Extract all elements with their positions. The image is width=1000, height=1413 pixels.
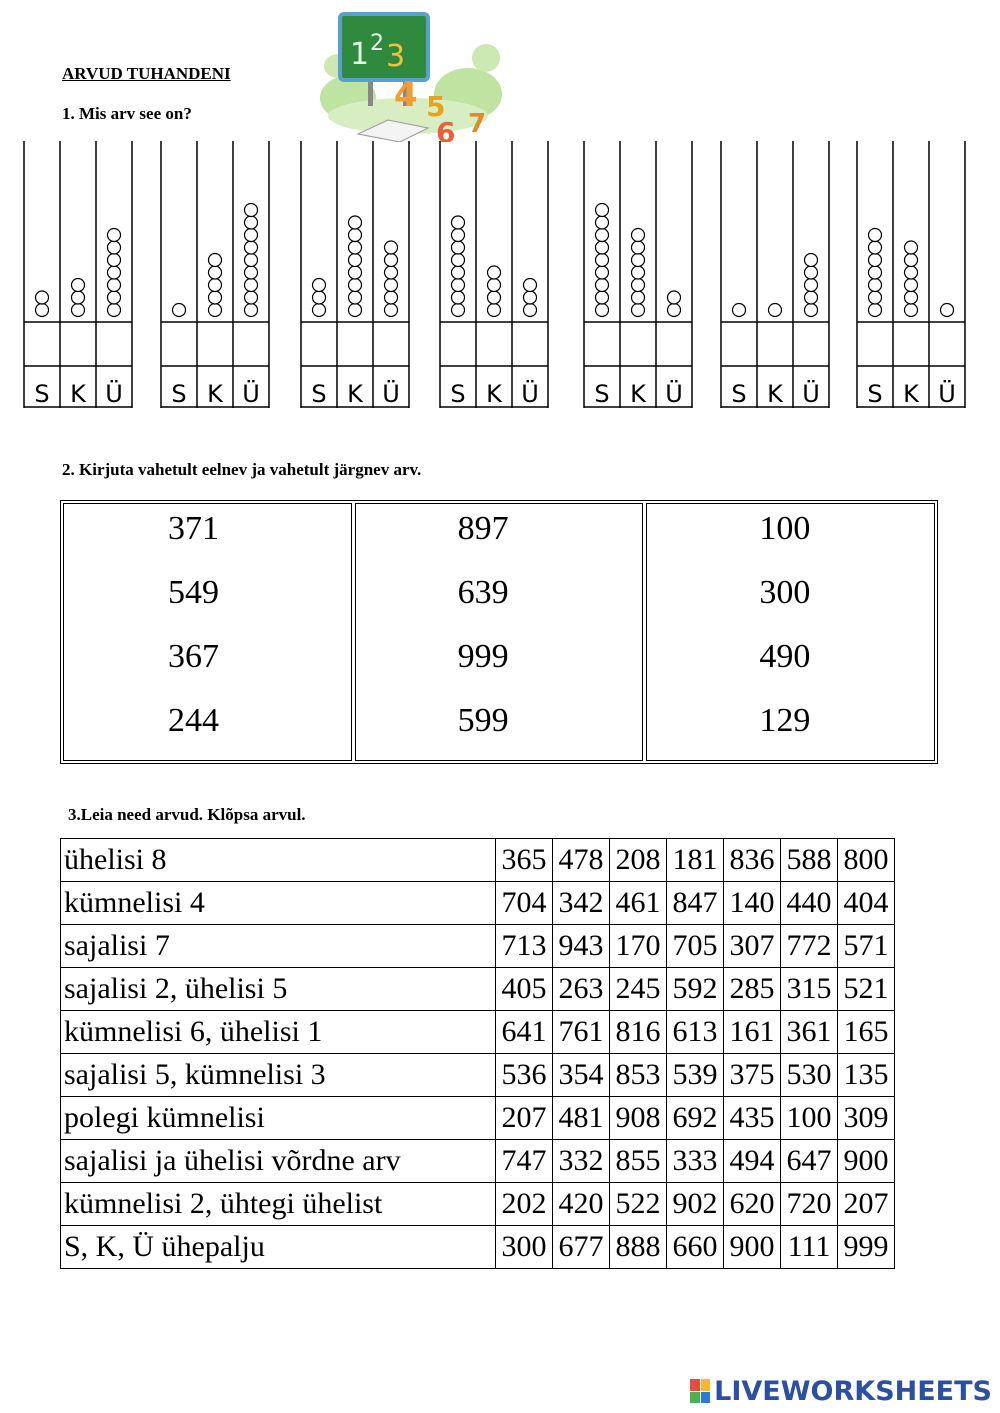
number-choice[interactable]: 902 xyxy=(667,1183,724,1226)
tens-bead xyxy=(905,291,918,304)
tens-bead xyxy=(349,304,362,317)
table-row xyxy=(61,968,895,1011)
ones-bead xyxy=(108,304,121,317)
number-choice[interactable]: 836 xyxy=(724,839,781,882)
number-choice[interactable]: 613 xyxy=(667,1011,724,1054)
row-criterion: kümnelisi 4 xyxy=(61,882,496,925)
number-choice[interactable]: 309 xyxy=(838,1097,895,1140)
number-choice[interactable]: 307 xyxy=(724,925,781,968)
tens-bead xyxy=(209,279,222,292)
liveworksheets-logo-icon xyxy=(690,1379,710,1403)
number-choice[interactable]: 677 xyxy=(553,1226,610,1269)
find-numbers-table xyxy=(60,838,895,1269)
table-row xyxy=(61,882,895,925)
row-criterion: sajalisi 7 xyxy=(61,925,496,968)
neighbor-number: 244 xyxy=(168,702,219,739)
number-choice[interactable]: 207 xyxy=(838,1183,895,1226)
ones-bead xyxy=(385,241,398,254)
illustration-digit-5: 5 xyxy=(426,90,446,123)
hundreds-bead xyxy=(596,279,609,292)
number-choice[interactable]: 202 xyxy=(496,1183,553,1226)
hundreds-bead xyxy=(452,266,465,279)
tens-bead xyxy=(905,254,918,267)
hundreds-bead xyxy=(36,304,49,317)
number-choice[interactable]: 111 xyxy=(781,1226,838,1269)
number-choice[interactable]: 481 xyxy=(553,1097,610,1140)
ones-bead xyxy=(524,304,537,317)
number-choice[interactable]: 660 xyxy=(667,1226,724,1269)
place-label: K xyxy=(903,380,919,408)
abacus xyxy=(856,141,966,408)
abacus xyxy=(439,141,549,408)
place-label: K xyxy=(486,380,502,408)
neighbor-number: 599 xyxy=(457,702,509,739)
tens-bead xyxy=(769,304,782,317)
tens-bead xyxy=(632,291,645,304)
hundreds-bead xyxy=(869,304,882,317)
ones-bead xyxy=(245,279,258,292)
number-choice[interactable]: 943 xyxy=(553,925,610,968)
row-criterion: kümnelisi 6, ühelisi 1 xyxy=(61,1011,496,1054)
number-choice[interactable]: 900 xyxy=(724,1226,781,1269)
exercise-3-instruction: 3.Leia need arvud. Klõpsa arvul. xyxy=(68,805,306,824)
place-label: K xyxy=(767,380,783,408)
tens-bead xyxy=(905,304,918,317)
liveworksheets-brand xyxy=(690,1374,992,1408)
number-choice[interactable]: 647 xyxy=(781,1140,838,1183)
hundreds-bead xyxy=(452,241,465,254)
place-label: S xyxy=(171,380,187,408)
ones-bead xyxy=(524,279,537,292)
tens-bead xyxy=(72,291,85,304)
ones-bead xyxy=(805,266,818,279)
number-choice[interactable]: 855 xyxy=(610,1140,667,1183)
hundreds-bead xyxy=(596,254,609,267)
number-choice[interactable]: 208 xyxy=(610,839,667,882)
hundreds-bead xyxy=(173,304,186,317)
number-choice[interactable]: 332 xyxy=(553,1140,610,1183)
neighbor-number: 999 xyxy=(457,638,509,675)
page-title: ARVUD TUHANDENI xyxy=(62,64,231,83)
number-choice[interactable]: 365 xyxy=(496,839,553,882)
ones-bead xyxy=(245,304,258,317)
hundreds-bead xyxy=(452,291,465,304)
number-choice[interactable]: 620 xyxy=(724,1183,781,1226)
tens-bead xyxy=(488,266,501,279)
number-choice[interactable]: 375 xyxy=(724,1054,781,1097)
hundreds-bead xyxy=(596,266,609,279)
tens-bead xyxy=(905,266,918,279)
number-choice[interactable]: 161 xyxy=(724,1011,781,1054)
tens-bead xyxy=(209,266,222,279)
hundreds-bead xyxy=(869,254,882,267)
number-choice[interactable]: 435 xyxy=(724,1097,781,1140)
neighbor-number: 100 xyxy=(759,510,811,547)
hundreds-bead xyxy=(452,279,465,292)
row-criterion: sajalisi 5, kümnelisi 3 xyxy=(61,1054,496,1097)
place-label: S xyxy=(34,380,50,408)
ones-bead xyxy=(805,279,818,292)
table-row xyxy=(61,1011,895,1054)
logo-square xyxy=(701,1379,711,1391)
ones-bead xyxy=(805,291,818,304)
ones-bead xyxy=(245,291,258,304)
abacus xyxy=(300,141,410,408)
ones-bead xyxy=(245,229,258,242)
tens-bead xyxy=(632,229,645,242)
illustration-digit-7: 7 xyxy=(468,109,487,139)
hundreds-bead xyxy=(452,304,465,317)
place-label: S xyxy=(594,380,610,408)
tens-bead xyxy=(488,279,501,292)
ones-bead xyxy=(245,254,258,267)
number-choice[interactable]: 816 xyxy=(610,1011,667,1054)
table-row xyxy=(61,1097,895,1140)
ones-bead xyxy=(108,241,121,254)
tens-bead xyxy=(905,279,918,292)
abacus xyxy=(23,141,133,408)
number-choice[interactable]: 170 xyxy=(610,925,667,968)
row-criterion: sajalisi ja ühelisi võrdne arv xyxy=(61,1140,496,1183)
brand-name: LIVEWORKSHEETS xyxy=(714,1375,992,1407)
hundreds-bead xyxy=(452,216,465,229)
place-label: Ü xyxy=(382,380,400,408)
tens-bead xyxy=(488,291,501,304)
row-criterion: polegi kümnelisi xyxy=(61,1097,496,1140)
tens-bead xyxy=(72,279,85,292)
number-choice[interactable]: 420 xyxy=(553,1183,610,1226)
neighbor-number: 549 xyxy=(168,574,219,611)
ones-bead xyxy=(108,279,121,292)
number-choice[interactable]: 999 xyxy=(838,1226,895,1269)
ones-bead xyxy=(385,266,398,279)
number-choice[interactable]: 494 xyxy=(724,1140,781,1183)
hundreds-bead xyxy=(313,304,326,317)
illustration-digit-4: 4 xyxy=(394,75,418,115)
neighbor-number: 300 xyxy=(759,574,811,611)
ones-bead xyxy=(805,254,818,267)
number-choice[interactable]: 713 xyxy=(496,925,553,968)
number-choice[interactable]: 705 xyxy=(667,925,724,968)
place-label: S xyxy=(311,380,327,408)
number-choice[interactable]: 100 xyxy=(781,1097,838,1140)
tens-bead xyxy=(72,304,85,317)
hundreds-bead xyxy=(869,241,882,254)
number-choice[interactable]: 478 xyxy=(553,839,610,882)
ones-bead xyxy=(108,291,121,304)
number-choice[interactable]: 165 xyxy=(838,1011,895,1054)
row-criterion: ühelisi 8 xyxy=(61,839,496,882)
number-choice[interactable]: 440 xyxy=(781,882,838,925)
hundreds-bead xyxy=(596,204,609,217)
number-choice[interactable]: 530 xyxy=(781,1054,838,1097)
number-choice[interactable]: 588 xyxy=(781,839,838,882)
ones-bead xyxy=(245,241,258,254)
number-choice[interactable]: 900 xyxy=(838,1140,895,1183)
hundreds-bead xyxy=(313,291,326,304)
neighbor-number: 367 xyxy=(168,638,219,675)
place-label: K xyxy=(70,380,86,408)
hundreds-bead xyxy=(869,291,882,304)
tens-bead xyxy=(632,266,645,279)
place-label: K xyxy=(207,380,223,408)
neighbor-number: 371 xyxy=(168,510,219,547)
hundreds-bead xyxy=(869,229,882,242)
hundreds-bead xyxy=(452,254,465,267)
number-choice[interactable]: 140 xyxy=(724,882,781,925)
illustration-digit-2: 2 xyxy=(370,31,384,56)
number-choice[interactable]: 285 xyxy=(724,968,781,1011)
ones-bead xyxy=(245,266,258,279)
number-choice[interactable]: 571 xyxy=(838,925,895,968)
table-row xyxy=(61,1140,895,1183)
number-choice[interactable]: 704 xyxy=(496,882,553,925)
tens-bead xyxy=(209,254,222,267)
tens-bead xyxy=(632,279,645,292)
tens-bead xyxy=(349,279,362,292)
place-label: Ü xyxy=(665,380,683,408)
ones-bead xyxy=(941,304,954,317)
illustration-digit-3: 3 xyxy=(386,39,406,74)
number-choice[interactable]: 539 xyxy=(667,1054,724,1097)
number-choice[interactable]: 181 xyxy=(667,839,724,882)
hundreds-bead xyxy=(596,216,609,229)
number-choice[interactable]: 207 xyxy=(496,1097,553,1140)
neighbor-number: 897 xyxy=(457,510,509,547)
number-choice[interactable]: 263 xyxy=(553,968,610,1011)
ones-bead xyxy=(245,204,258,217)
number-choice[interactable]: 333 xyxy=(667,1140,724,1183)
hundreds-bead xyxy=(733,304,746,317)
neighbor-column xyxy=(646,503,935,761)
table-row xyxy=(61,1183,895,1226)
number-choice[interactable]: 300 xyxy=(496,1226,553,1269)
hundreds-bead xyxy=(596,304,609,317)
tens-bead xyxy=(349,266,362,279)
logo-square xyxy=(690,1379,700,1391)
number-choice[interactable]: 522 xyxy=(610,1183,667,1226)
place-label: K xyxy=(630,380,646,408)
hundreds-bead xyxy=(869,279,882,292)
ones-bead xyxy=(668,304,681,317)
ones-bead xyxy=(385,254,398,267)
tens-bead xyxy=(349,229,362,242)
illustration-digit-6: 6 xyxy=(436,116,456,142)
number-choice[interactable]: 853 xyxy=(610,1054,667,1097)
number-choice[interactable]: 641 xyxy=(496,1011,553,1054)
number-choice[interactable]: 888 xyxy=(610,1226,667,1269)
logo-square xyxy=(690,1392,700,1404)
place-label: S xyxy=(731,380,747,408)
ones-bead xyxy=(108,266,121,279)
table-row xyxy=(61,1054,895,1097)
hundreds-bead xyxy=(313,279,326,292)
place-label: S xyxy=(867,380,883,408)
exercise-2-instruction: 2. Kirjuta vahetult eelnev ja vahetult järgnev arv. xyxy=(62,460,422,479)
number-choice[interactable]: 847 xyxy=(667,882,724,925)
number-choice[interactable]: 592 xyxy=(667,968,724,1011)
number-choice[interactable]: 361 xyxy=(781,1011,838,1054)
place-label: Ü xyxy=(938,380,956,408)
number-choice[interactable]: 747 xyxy=(496,1140,553,1183)
ones-bead xyxy=(108,254,121,267)
exercise-1-instruction: 1. Mis arv see on? xyxy=(62,104,192,123)
number-choice[interactable]: 342 xyxy=(553,882,610,925)
place-label: Ü xyxy=(105,380,123,408)
place-label: Ü xyxy=(242,380,260,408)
number-choice[interactable]: 354 xyxy=(553,1054,610,1097)
neighbor-number: 490 xyxy=(759,638,811,675)
ones-bead xyxy=(524,291,537,304)
tens-bead xyxy=(632,254,645,267)
neighbor-column xyxy=(355,503,644,761)
number-choice[interactable]: 521 xyxy=(838,968,895,1011)
number-choice[interactable]: 405 xyxy=(496,968,553,1011)
number-choice[interactable]: 536 xyxy=(496,1054,553,1097)
hundreds-bead xyxy=(596,241,609,254)
number-choice[interactable]: 315 xyxy=(781,968,838,1011)
hundreds-bead xyxy=(869,266,882,279)
row-criterion: kümnelisi 2, ühtegi ühelist xyxy=(61,1183,496,1226)
abacus xyxy=(720,141,830,408)
place-label: Ü xyxy=(521,380,539,408)
tens-bead xyxy=(349,216,362,229)
abacus xyxy=(160,141,270,408)
number-choice[interactable]: 404 xyxy=(838,882,895,925)
ones-bead xyxy=(385,291,398,304)
logo-square xyxy=(701,1392,711,1404)
table-row xyxy=(61,1226,895,1269)
tens-bead xyxy=(209,291,222,304)
ones-bead xyxy=(385,279,398,292)
number-choice[interactable]: 761 xyxy=(553,1011,610,1054)
tens-bead xyxy=(349,241,362,254)
ones-bead xyxy=(245,216,258,229)
tens-bead xyxy=(905,241,918,254)
abacus xyxy=(583,141,693,408)
place-label: Ü xyxy=(802,380,820,408)
number-choice[interactable]: 908 xyxy=(610,1097,667,1140)
tens-bead xyxy=(349,291,362,304)
tens-bead xyxy=(349,254,362,267)
number-choice[interactable]: 135 xyxy=(838,1054,895,1097)
place-label: S xyxy=(450,380,466,408)
row-criterion: S, K, Ü ühepalju xyxy=(61,1226,496,1269)
number-choice[interactable]: 800 xyxy=(838,839,895,882)
number-choice[interactable]: 245 xyxy=(610,968,667,1011)
tens-bead xyxy=(488,304,501,317)
ones-bead xyxy=(668,291,681,304)
number-choice[interactable]: 692 xyxy=(667,1097,724,1140)
hundreds-bead xyxy=(36,291,49,304)
tens-bead xyxy=(632,304,645,317)
hundreds-bead xyxy=(596,229,609,242)
table-row xyxy=(61,839,895,882)
place-label: K xyxy=(347,380,363,408)
ones-bead xyxy=(108,229,121,242)
neighbor-number: 129 xyxy=(759,702,811,739)
numbers-illustration xyxy=(318,6,502,142)
hundreds-bead xyxy=(596,291,609,304)
ones-bead xyxy=(385,304,398,317)
tens-bead xyxy=(632,241,645,254)
number-choice[interactable]: 461 xyxy=(610,882,667,925)
number-choice[interactable]: 772 xyxy=(781,925,838,968)
neighbor-numbers-box xyxy=(60,500,938,764)
tens-bead xyxy=(209,304,222,317)
row-criterion: sajalisi 2, ühelisi 5 xyxy=(61,968,496,1011)
ones-bead xyxy=(805,304,818,317)
hundreds-bead xyxy=(452,229,465,242)
neighbor-number: 639 xyxy=(457,574,509,611)
number-choice[interactable]: 720 xyxy=(781,1183,838,1226)
neighbor-column xyxy=(63,503,352,761)
illustration-digit-1: 1 xyxy=(350,37,370,72)
table-row xyxy=(61,925,895,968)
